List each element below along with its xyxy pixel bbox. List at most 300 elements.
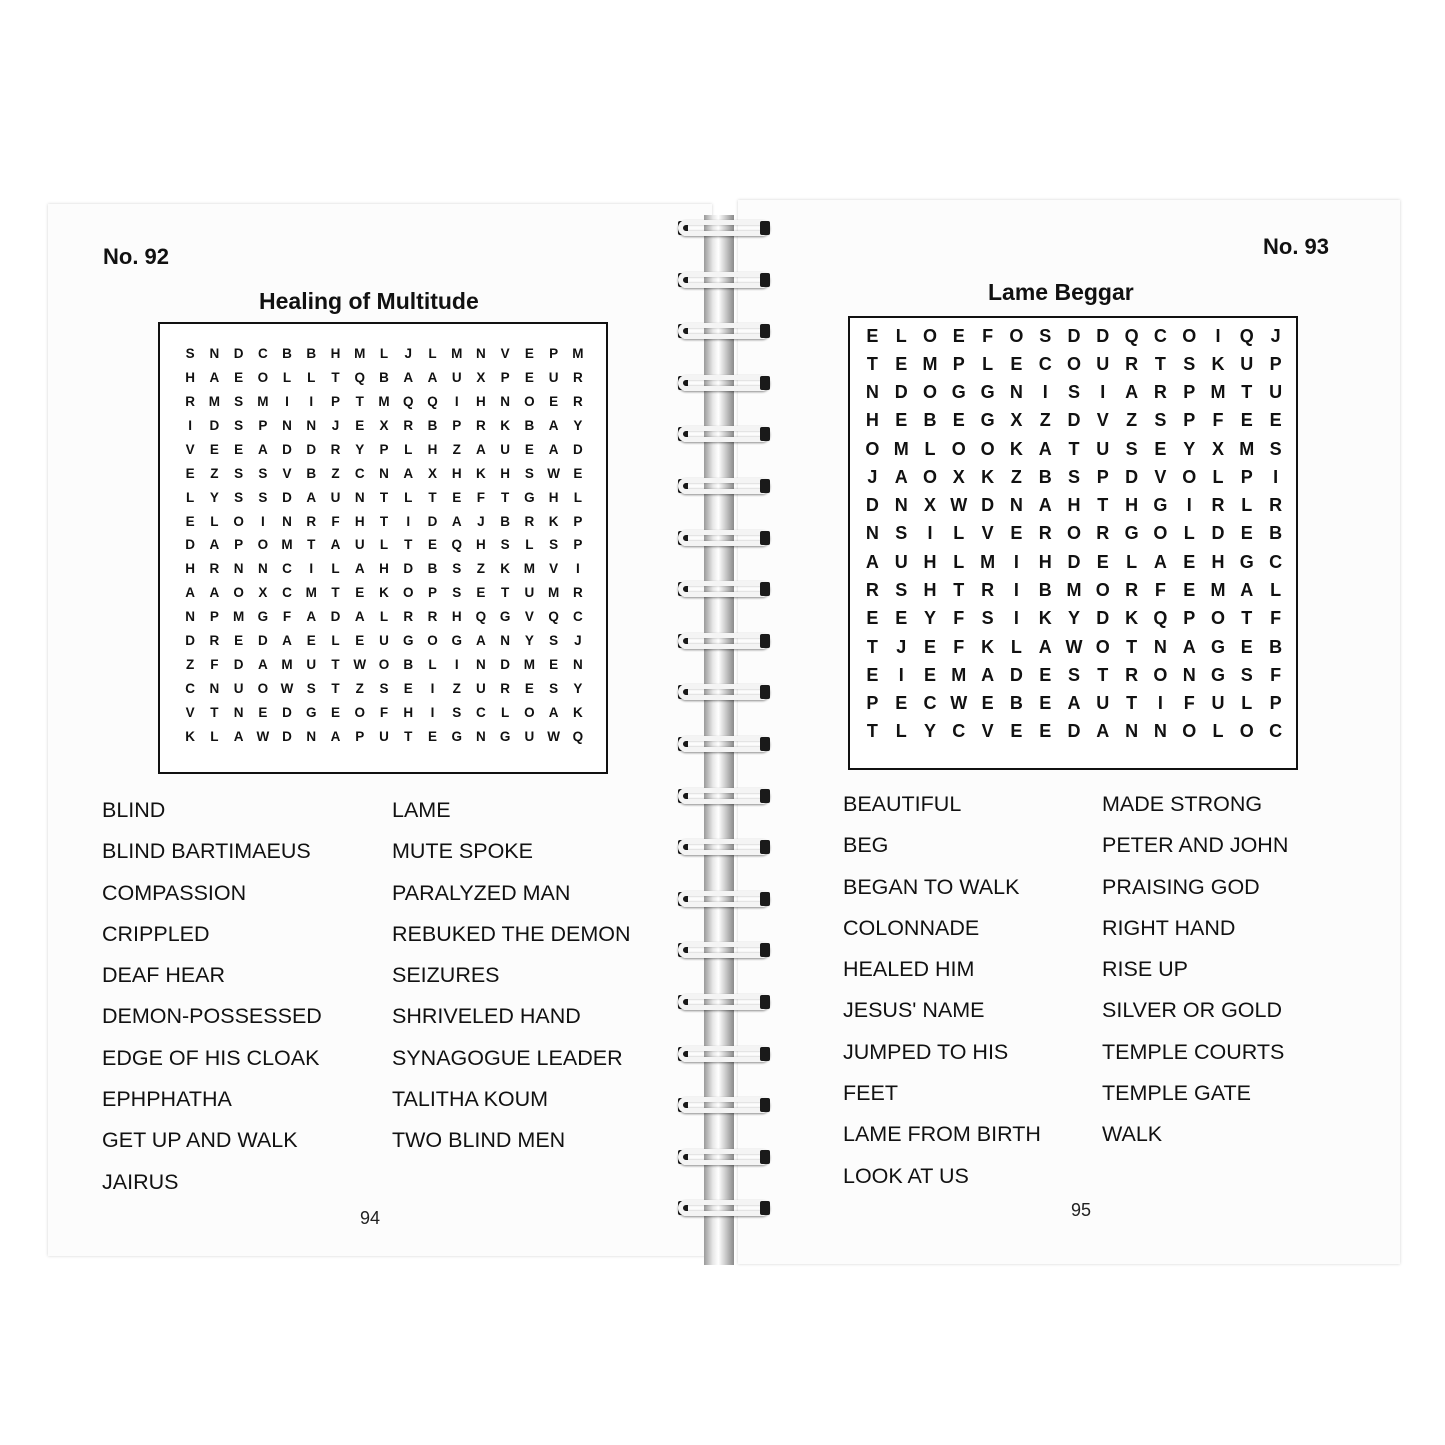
grid-letter: U bbox=[354, 537, 365, 553]
grid-letter: E bbox=[1240, 410, 1253, 431]
grid-letter: G bbox=[980, 382, 995, 403]
grid-letter: K bbox=[548, 513, 559, 529]
spiral-ring bbox=[674, 837, 774, 857]
grid-letter: T bbox=[404, 728, 413, 744]
grid-letter: A bbox=[233, 728, 244, 744]
grid-letter: D bbox=[209, 418, 220, 434]
grid-letter: V bbox=[185, 441, 195, 457]
grid-letter: L bbox=[924, 438, 936, 459]
word-list-item: PETER AND JOHN bbox=[1102, 833, 1289, 858]
word-list-item: REBUKED THE DEMON bbox=[392, 921, 631, 946]
grid-letter: G bbox=[1124, 523, 1139, 544]
grid-letter: N bbox=[1125, 721, 1139, 742]
grid-letter: S bbox=[1183, 353, 1196, 374]
word-list-item: COLONNADE bbox=[843, 915, 980, 940]
grid-letter: J bbox=[867, 466, 878, 487]
grid-letter: E bbox=[427, 537, 437, 553]
grid-letter: D bbox=[403, 561, 414, 577]
grid-letter: E bbox=[476, 585, 486, 601]
grid-letter: T bbox=[1068, 438, 1080, 459]
grid-letter: H bbox=[923, 551, 937, 572]
grid-letter: H bbox=[451, 609, 462, 625]
grid-letter: P bbox=[866, 693, 879, 714]
grid-letter: H bbox=[1211, 551, 1225, 572]
grid-letter: Z bbox=[452, 680, 461, 696]
grid-letter: A bbox=[1067, 693, 1081, 714]
grid-letter: H bbox=[379, 561, 389, 577]
grid-letter: G bbox=[951, 382, 966, 403]
grid-letter: O bbox=[233, 513, 244, 529]
grid-letter: L bbox=[953, 523, 965, 544]
grid-letter: Y bbox=[573, 680, 583, 696]
grid-letter: F bbox=[1183, 693, 1195, 714]
grid-letter: J bbox=[574, 633, 582, 649]
grid-letter: D bbox=[1211, 523, 1225, 544]
grid-letter: I bbox=[1186, 495, 1192, 516]
grid-letter: R bbox=[209, 561, 220, 577]
grid-letter: P bbox=[209, 609, 219, 625]
grid-letter: C bbox=[1038, 353, 1052, 374]
grid-letter: G bbox=[257, 609, 269, 625]
grid-letter: E bbox=[234, 441, 244, 457]
grid-letter: R bbox=[1211, 495, 1225, 516]
grid-letter: T bbox=[866, 721, 878, 742]
grid-letter: A bbox=[476, 633, 486, 649]
grid-letter: B bbox=[1038, 466, 1052, 487]
word-list-item: TEMPLE COURTS bbox=[1102, 1039, 1285, 1064]
word-list-item: LAME FROM BIRTH bbox=[843, 1122, 1041, 1147]
word-list-item: HEALED HIM bbox=[843, 957, 975, 982]
grid-letter: X bbox=[427, 465, 437, 481]
grid-letter: R bbox=[573, 370, 583, 386]
grid-letter: U bbox=[524, 585, 535, 601]
grid-letter: M bbox=[980, 551, 996, 572]
grid-letter: B bbox=[306, 346, 317, 362]
grid-letter: D bbox=[865, 495, 879, 516]
grid-letter: P bbox=[331, 394, 341, 410]
grid-letter: M bbox=[523, 561, 536, 577]
grid-letter: O bbox=[402, 585, 414, 601]
word-list-item: MADE STRONG bbox=[1102, 792, 1263, 816]
word-search-grid-box bbox=[158, 322, 608, 774]
grid-letter: Y bbox=[1067, 608, 1080, 629]
grid-letter: S bbox=[452, 561, 462, 577]
grid-letter: T bbox=[210, 704, 219, 720]
grid-letter: T bbox=[501, 489, 510, 505]
grid-letter: T bbox=[1241, 382, 1253, 403]
grid-letter: S bbox=[1269, 438, 1282, 459]
grid-letter: R bbox=[1125, 664, 1139, 685]
grid-letter: L bbox=[307, 370, 316, 386]
grid-letter: Y bbox=[1183, 438, 1196, 459]
grid-letter: G bbox=[451, 728, 462, 744]
grid-letter: A bbox=[354, 561, 365, 577]
grid-letter: K bbox=[1038, 608, 1052, 629]
grid-letter: W bbox=[950, 693, 968, 714]
grid-letter: E bbox=[524, 370, 534, 386]
grid-letter: S bbox=[306, 680, 316, 696]
grid-letter: P bbox=[234, 537, 244, 553]
grid-letter: O bbox=[1153, 664, 1168, 685]
grid-letter: P bbox=[355, 728, 365, 744]
grid-letter: O bbox=[1210, 608, 1225, 629]
grid-letter: E bbox=[1010, 523, 1023, 544]
grid-letter: O bbox=[257, 680, 269, 696]
grid-letter: M bbox=[951, 664, 967, 685]
word-list-item: SYNAGOGUE LEADER bbox=[392, 1045, 623, 1070]
grid-letter: E bbox=[524, 680, 534, 696]
grid-letter: H bbox=[865, 410, 879, 431]
grid-letter: E bbox=[258, 704, 268, 720]
spiral-ring bbox=[674, 1044, 774, 1064]
grid-letter: B bbox=[1009, 693, 1023, 714]
grid-letter: P bbox=[1096, 466, 1109, 487]
grid-letter: E bbox=[427, 728, 437, 744]
grid-letter: A bbox=[257, 441, 268, 457]
word-list-item: BLIND bbox=[102, 798, 166, 822]
grid-letter: D bbox=[981, 495, 995, 516]
grid-letter: S bbox=[549, 680, 559, 696]
grid-letter: E bbox=[306, 633, 316, 649]
grid-letter: T bbox=[331, 585, 340, 601]
spiral-ring bbox=[674, 992, 774, 1012]
grid-letter: N bbox=[1153, 721, 1167, 742]
grid-letter: E bbox=[1269, 410, 1282, 431]
grid-letter: S bbox=[234, 489, 244, 505]
grid-letter: P bbox=[427, 585, 437, 601]
grid-letter: D bbox=[427, 513, 438, 529]
grid-letter: P bbox=[1183, 382, 1196, 403]
puzzle-title: Healing of Multitude bbox=[259, 288, 479, 314]
grid-letter: Y bbox=[923, 608, 936, 629]
spiral-ring bbox=[674, 940, 774, 960]
grid-letter: F bbox=[1270, 664, 1282, 685]
word-list-item: SHRIVELED HAND bbox=[392, 1004, 581, 1029]
grid-letter: I bbox=[406, 513, 411, 529]
grid-letter: S bbox=[1240, 664, 1253, 685]
grid-letter: A bbox=[1038, 636, 1052, 657]
grid-letter: V bbox=[549, 561, 559, 577]
grid-letter: E bbox=[524, 346, 534, 362]
grid-letter: G bbox=[402, 633, 414, 649]
grid-letter: H bbox=[476, 537, 486, 553]
grid-letter: E bbox=[1183, 551, 1196, 572]
word-search-grid-box bbox=[848, 316, 1298, 770]
grid-letter: K bbox=[185, 728, 195, 744]
grid-letter: Q bbox=[354, 370, 366, 386]
grid-letter: E bbox=[549, 656, 559, 672]
grid-letter: L bbox=[953, 551, 965, 572]
puzzle-number: No. 93 bbox=[1263, 234, 1330, 259]
spiral-ring bbox=[674, 889, 774, 909]
grid-letter: I bbox=[430, 704, 435, 720]
grid-letter: E bbox=[895, 410, 908, 431]
grid-letter: N bbox=[894, 495, 908, 516]
grid-letter: E bbox=[923, 664, 936, 685]
grid-letter: N bbox=[354, 489, 365, 505]
grid-letter: V bbox=[500, 346, 510, 362]
grid-letter: W bbox=[1065, 636, 1083, 657]
grid-letter: M bbox=[922, 353, 938, 374]
grid-letter: U bbox=[1269, 382, 1283, 403]
grid-letter: S bbox=[524, 465, 534, 481]
grid-letter: A bbox=[1038, 495, 1052, 516]
word-list-item: MUTE SPOKE bbox=[392, 839, 533, 864]
grid-letter: A bbox=[306, 489, 317, 505]
grid-letter: W bbox=[950, 495, 968, 516]
grid-letter: S bbox=[234, 465, 244, 481]
grid-letter: S bbox=[549, 537, 559, 553]
grid-letter: M bbox=[1239, 438, 1255, 459]
spiral-ring bbox=[674, 218, 774, 238]
word-list-item: TALITHA KOUM bbox=[392, 1087, 549, 1112]
grid-letter: M bbox=[257, 394, 269, 410]
grid-letter: E bbox=[355, 418, 365, 434]
right-page bbox=[738, 200, 1400, 1264]
grid-letter: S bbox=[1154, 410, 1167, 431]
grid-letter: P bbox=[258, 418, 268, 434]
grid-letter: E bbox=[1039, 721, 1052, 742]
grid-letter: H bbox=[185, 561, 195, 577]
grid-letter: L bbox=[404, 441, 413, 457]
grid-letter: T bbox=[1241, 608, 1253, 629]
word-list-item: RIGHT HAND bbox=[1102, 915, 1236, 940]
grid-letter: G bbox=[499, 728, 511, 744]
grid-letter: M bbox=[548, 585, 560, 601]
word-list-item: BEG bbox=[843, 833, 889, 858]
grid-letter: Z bbox=[452, 441, 461, 457]
grid-letter: E bbox=[1183, 580, 1196, 601]
grid-letter: I bbox=[575, 561, 580, 577]
grid-letter: O bbox=[1153, 523, 1168, 544]
grid-letter: S bbox=[1125, 438, 1138, 459]
spiral-ring bbox=[674, 424, 774, 444]
grid-letter: R bbox=[427, 609, 438, 625]
grid-letter: G bbox=[524, 489, 535, 505]
grid-letter: A bbox=[330, 537, 341, 553]
grid-letter: L bbox=[1010, 636, 1022, 657]
grid-letter: L bbox=[895, 325, 907, 346]
grid-letter: R bbox=[403, 418, 414, 434]
grid-letter: F bbox=[953, 608, 965, 629]
grid-letter: Q bbox=[1239, 325, 1254, 346]
grid-letter: G bbox=[451, 633, 462, 649]
grid-letter: V bbox=[524, 609, 534, 625]
grid-letter: I bbox=[1013, 608, 1019, 629]
word-list-item: GET UP AND WALK bbox=[102, 1128, 298, 1153]
grid-letter: Z bbox=[355, 680, 364, 696]
grid-letter: H bbox=[1125, 495, 1139, 516]
spiral-ring bbox=[674, 1198, 774, 1218]
grid-letter: F bbox=[379, 704, 389, 720]
grid-letter: T bbox=[1097, 495, 1109, 516]
grid-letter: G bbox=[1239, 551, 1254, 572]
grid-letter: L bbox=[404, 489, 413, 505]
grid-letter: A bbox=[282, 633, 292, 649]
grid-letter: Z bbox=[476, 561, 486, 577]
grid-letter: D bbox=[282, 489, 292, 505]
grid-letter: E bbox=[403, 680, 413, 696]
grid-letter: K bbox=[981, 466, 995, 487]
grid-letter: E bbox=[573, 465, 583, 481]
grid-letter: U bbox=[379, 728, 389, 744]
grid-letter: D bbox=[894, 382, 908, 403]
grid-letter: V bbox=[981, 523, 994, 544]
grid-letter: M bbox=[572, 346, 584, 362]
grid-letter: N bbox=[1009, 382, 1023, 403]
grid-letter: S bbox=[452, 704, 462, 720]
grid-letter: J bbox=[331, 418, 340, 434]
grid-letter: M bbox=[893, 438, 909, 459]
word-list-item: LOOK AT US bbox=[843, 1163, 969, 1188]
grid-letter: I bbox=[1013, 580, 1019, 601]
grid-letter: N bbox=[282, 513, 292, 529]
grid-letter: K bbox=[1211, 353, 1225, 374]
grid-letter: N bbox=[233, 561, 244, 577]
grid-letter: D bbox=[1009, 664, 1023, 685]
spiral-ring bbox=[674, 579, 774, 599]
grid-letter: D bbox=[1125, 466, 1139, 487]
spiral-ring bbox=[674, 1147, 774, 1167]
grid-letter: I bbox=[285, 394, 289, 410]
grid-letter: I bbox=[309, 561, 314, 577]
grid-letter: L bbox=[1212, 721, 1224, 742]
word-list-item: SILVER OR GOLD bbox=[1102, 998, 1283, 1023]
grid-letter: O bbox=[1182, 721, 1197, 742]
grid-letter: K bbox=[1009, 438, 1023, 459]
grid-letter: P bbox=[549, 346, 559, 362]
grid-letter: O bbox=[1066, 353, 1081, 374]
grid-letter: G bbox=[980, 410, 995, 431]
grid-letter: Q bbox=[548, 609, 559, 625]
grid-letter: I bbox=[430, 680, 435, 696]
grid-letter: L bbox=[1241, 693, 1253, 714]
grid-letter: F bbox=[210, 656, 219, 672]
grid-letter: O bbox=[427, 633, 438, 649]
grid-letter: N bbox=[233, 704, 244, 720]
grid-letter: S bbox=[234, 418, 244, 434]
grid-letter: E bbox=[866, 608, 879, 629]
grid-letter: N bbox=[306, 418, 317, 434]
grid-letter: I bbox=[1157, 693, 1163, 714]
grid-letter: R bbox=[1096, 523, 1110, 544]
grid-letter: A bbox=[403, 370, 414, 386]
grid-letter: N bbox=[865, 523, 879, 544]
grid-letter: H bbox=[427, 441, 438, 457]
word-list-item: PRAISING GOD bbox=[1102, 874, 1260, 899]
word-list-item: JESUS' NAME bbox=[843, 998, 985, 1023]
grid-letter: K bbox=[476, 465, 486, 481]
grid-letter: L bbox=[501, 704, 510, 720]
grid-letter: D bbox=[282, 728, 292, 744]
grid-letter: L bbox=[428, 656, 437, 672]
grid-letter: C bbox=[282, 585, 292, 601]
grid-letter: S bbox=[1039, 325, 1052, 346]
grid-letter: D bbox=[1067, 551, 1081, 572]
word-list-item: JUMPED TO HIS bbox=[843, 1039, 1009, 1064]
grid-letter: L bbox=[1212, 466, 1224, 487]
grid-letter: E bbox=[209, 441, 219, 457]
word-list-item: DEMON-POSSESSED bbox=[102, 1004, 322, 1029]
grid-letter: L bbox=[1126, 551, 1138, 572]
grid-letter: Z bbox=[1126, 410, 1138, 431]
word-list-item: WALK bbox=[1102, 1122, 1163, 1147]
grid-letter: I bbox=[1273, 466, 1279, 487]
word-search-grid bbox=[858, 322, 1290, 746]
grid-letter: U bbox=[1096, 353, 1110, 374]
word-list-item: FEET bbox=[843, 1081, 898, 1106]
grid-letter: V bbox=[1154, 466, 1167, 487]
grid-letter: A bbox=[1125, 382, 1139, 403]
grid-letter: S bbox=[379, 680, 389, 696]
grid-letter: M bbox=[354, 346, 366, 362]
grid-letter: B bbox=[403, 656, 414, 672]
grid-letter: D bbox=[500, 656, 511, 672]
grid-letter: R bbox=[1153, 382, 1167, 403]
grid-letter: S bbox=[1067, 466, 1080, 487]
grid-letter: D bbox=[185, 633, 195, 649]
grid-letter: J bbox=[477, 513, 485, 529]
grid-letter: R bbox=[403, 609, 414, 625]
grid-letter: D bbox=[282, 704, 292, 720]
spiral-ring bbox=[674, 476, 774, 496]
word-list-item: LAME bbox=[392, 798, 451, 822]
grid-letter: D bbox=[282, 441, 292, 457]
grid-letter: O bbox=[865, 438, 880, 459]
grid-letter: A bbox=[354, 609, 365, 625]
grid-letter: P bbox=[1183, 410, 1196, 431]
grid-letter: E bbox=[866, 664, 879, 685]
grid-letter: W bbox=[547, 465, 560, 481]
grid-letter: J bbox=[1270, 325, 1281, 346]
grid-letter: Z bbox=[210, 465, 219, 481]
grid-letter: N bbox=[500, 633, 511, 649]
grid-letter: F bbox=[1154, 580, 1166, 601]
grid-letter: E bbox=[895, 608, 908, 629]
grid-letter: D bbox=[233, 346, 244, 362]
grid-letter: P bbox=[573, 513, 583, 529]
grid-letter: E bbox=[895, 353, 908, 374]
grid-letter: E bbox=[1240, 636, 1253, 657]
grid-letter: P bbox=[1240, 466, 1253, 487]
word-list-item: COMPASSION bbox=[102, 880, 247, 905]
grid-letter: K bbox=[981, 636, 995, 657]
grid-letter: Q bbox=[475, 609, 487, 625]
grid-letter: E bbox=[524, 441, 534, 457]
grid-letter: D bbox=[185, 537, 195, 553]
grid-letter: I bbox=[1100, 382, 1106, 403]
grid-letter: A bbox=[306, 609, 317, 625]
grid-letter: A bbox=[548, 418, 559, 434]
grid-letter: B bbox=[923, 410, 937, 431]
grid-letter: E bbox=[1039, 664, 1052, 685]
grid-letter: D bbox=[1067, 721, 1081, 742]
grid-letter: K bbox=[573, 704, 583, 720]
grid-letter: T bbox=[866, 353, 878, 374]
grid-letter: L bbox=[282, 370, 292, 386]
grid-letter: E bbox=[866, 325, 879, 346]
word-list-column-2 bbox=[392, 790, 631, 1162]
grid-letter: O bbox=[524, 704, 535, 720]
grid-letter: U bbox=[500, 441, 511, 457]
grid-letter: T bbox=[428, 489, 437, 505]
grid-letter: Q bbox=[1153, 608, 1168, 629]
grid-letter: U bbox=[1211, 693, 1225, 714]
grid-letter: N bbox=[379, 465, 389, 481]
word-list-item: BEAUTIFUL bbox=[843, 792, 962, 816]
grid-letter: N bbox=[476, 656, 486, 672]
grid-letter: Q bbox=[427, 394, 438, 410]
